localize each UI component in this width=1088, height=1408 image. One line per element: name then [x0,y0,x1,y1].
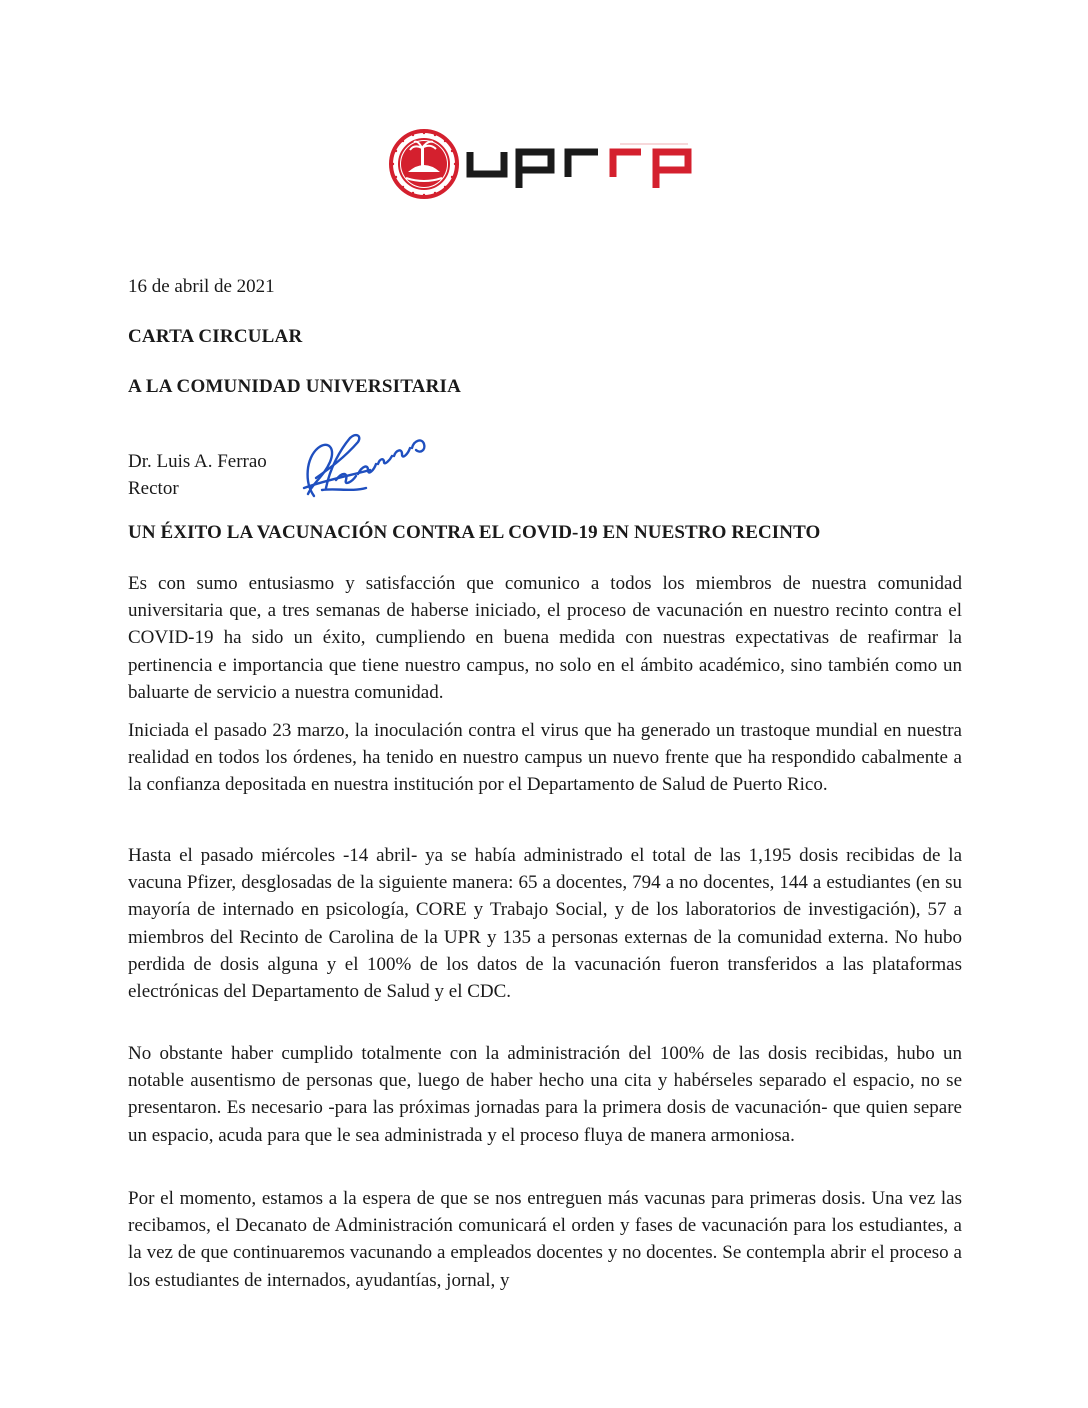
sender-title: Rector [128,478,179,499]
handwritten-signature [296,418,436,504]
body-paragraph-2: Iniciada el pasado 23 marzo, la inoculación contra el virus que ha generado un trastoque mundial en nuestra realidad en todos los órdenes, ha tenido en nuestro campus un nuevo frente que ha respondido cabalmente a la confianza depositada en nuestra institución por el Departamento de Salud de Puerto Rico. [128,720,962,796]
body-paragraph-3: Hasta el pasado miércoles -14 abril- ya se había administrado el total de las 1,195 dosis recibidas de la vacuna Pfizer, desglosadas de la siguiente manera: 65 a docentes, 794 a no docentes, 144 a estudiantes (en su mayoría de internado en psicología, CORE y Trabajo Social, y de los laboratorios de investigación), 57 a miembros del Recinto de Carolina de la UPR y 135 a personas externas de la comunidad externa. No hubo perdida de dosis alguna y el 100% de los datos de la vacunación fueron transferidos a las plataformas electrónicas del Departamento de Salud y el CDC. [128,845,962,1003]
heading-recipient: A LA COMUNIDAD UNIVERSITARIA [128,376,462,397]
uprrp-wordmark [470,144,688,188]
body-paragraph-5: Por el momento, estamos a la espera de que se nos entreguen más vacunas para primeras dosis. Una vez las recibamos, el Decanato de Administración comunicará el orden y fases de vacunación para los estudiantes, a la vez de que continuaremos vacunando a empleados docentes y no docentes. Se contempla abrir el proceso a los estudiantes de internados, ayudantías, jornal, y [128,1188,962,1291]
uprrp-logo [388,128,698,200]
letter-date: 16 de abril de 2021 [128,276,275,297]
university-seal-icon [391,131,457,197]
body-paragraph-4: No obstante haber cumplido totalmente con la administración del 100% de las dosis recibidas, hubo un notable ausentismo de personas que, luego de haber hecho una cita y habérseles separado el espacio, no se presentaron. Es necesario -para las próximas jornadas para la primera dosis de vacunación- que quien separe un espacio, acuda para que le sea administrada y el proceso fluya de manera armoniosa. [128,1043,962,1146]
body-paragraph-1: Es con sumo entusiasmo y satisfacción que comunico a todos los miembros de nuestra comunidad universitaria que, a tres semanas de haberse iniciado, el proceso de vacunación en nuestro recinto contra el COVID-19 ha sido un éxito, cumpliendo en buena medida con nuestras expectativas de reafirmar la pertinencia e importancia que tiene nuestro campus, no solo en el ámbito académico, sino también como un baluarte de servicio a nuestra comunidad. [128,573,962,703]
sender-block [128,448,267,502]
letter-subject: UN ÉXITO LA VACUNACIÓN CONTRA EL COVID-19 EN NUESTRO RECINTO [128,522,821,543]
heading-circular: CARTA CIRCULAR [128,326,303,347]
sender-name: Dr. Luis A. Ferrao [128,451,267,472]
